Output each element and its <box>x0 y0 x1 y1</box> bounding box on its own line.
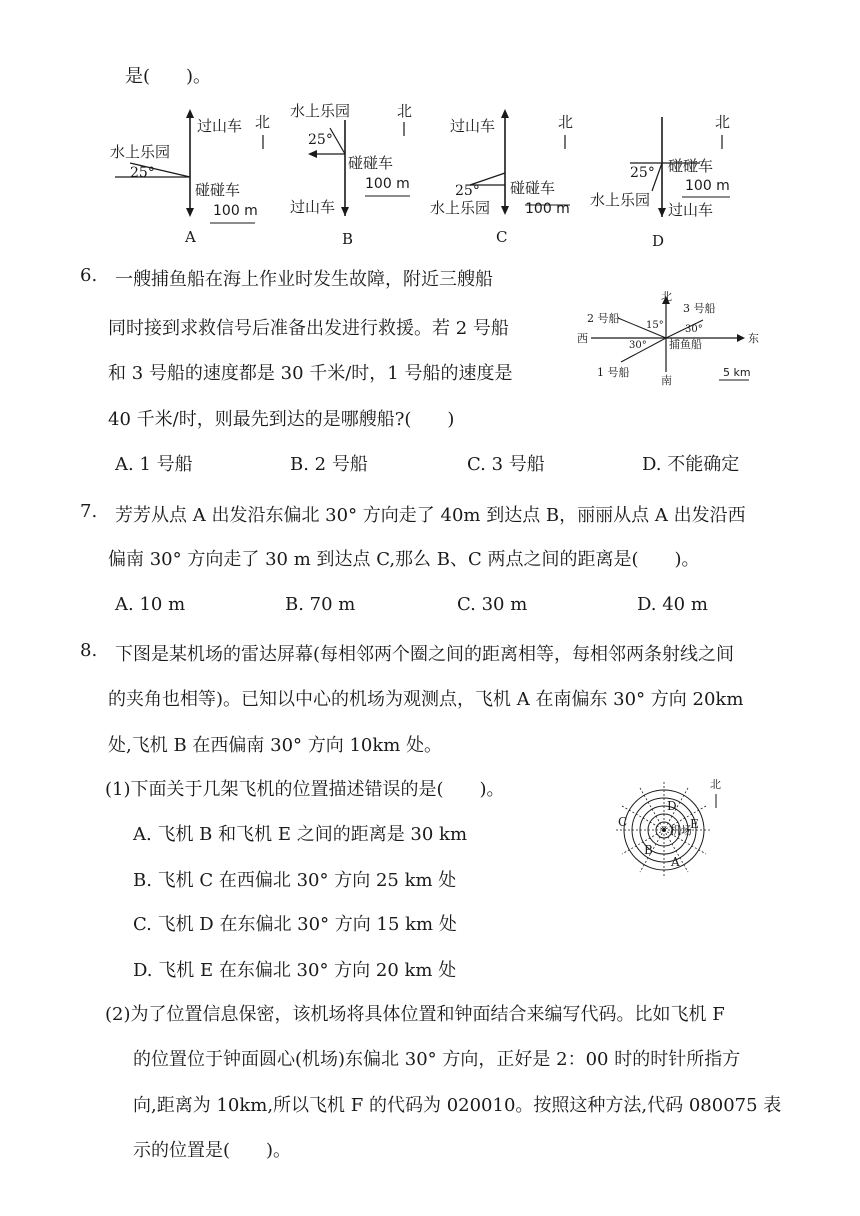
q8-sub1-option-a[interactable]: A. 飞机 B 和飞机 E 之间的距离是 30 km <box>133 824 468 845</box>
radar-label-a: A <box>671 855 680 869</box>
q6-compass-diagram <box>573 290 773 390</box>
q6d-east: 东 <box>748 332 759 345</box>
q6-option-a[interactable]: A. 1 号船 <box>115 454 193 475</box>
q8-sub1-option-c[interactable]: C. 飞机 D 在东偏北 30° 方向 15 km 处 <box>133 914 457 935</box>
q5a-letter: A <box>185 228 196 246</box>
q5b-north: 北 <box>397 102 413 120</box>
radar-label-e: E <box>690 817 699 831</box>
q6-line-3: 和 3 号船的速度都是 30 千米/时，1 号船的速度是 <box>108 363 513 384</box>
q6-option-b[interactable]: B. 2 号船 <box>290 454 368 475</box>
q7-line-2: 偏南 30° 方向走了 30 m 到达点 C,那么 B、C 两点之间的距离是( )。 <box>108 549 700 570</box>
q6-line-1: 一艘捕鱼船在海上作业时发生故障，附近三艘船 <box>115 269 493 290</box>
q5d-bumper: 碰碰车 <box>668 157 714 175</box>
q8-sub2-line-2: 的位置位于钟面圆心(机场)东偏北 30° 方向，正好是 2：00 时的时针所指方 <box>133 1049 741 1070</box>
q8-sub1-stem: (1)下面关于几架飞机的位置描述错误的是( )。 <box>105 779 505 800</box>
radar-label-c: C <box>618 815 628 829</box>
q5d-coaster: 过山车 <box>668 201 714 219</box>
q6d-fishing-boat: 捕鱼船 <box>669 338 702 351</box>
q5-diagram-a <box>105 105 285 245</box>
q5c-coaster: 过山车 <box>450 117 496 135</box>
q5c-north: 北 <box>558 113 574 131</box>
q7-option-a[interactable]: A. 10 m <box>115 594 186 615</box>
q5c-angle: 25° <box>455 183 480 199</box>
radar-label-b: B <box>644 843 653 857</box>
q8-sub2-line-4: 示的位置是( )。 <box>133 1140 292 1161</box>
q5b-bumper: 碰碰车 <box>348 154 394 172</box>
radar-airport: 机场 <box>670 824 692 837</box>
q6-line-2: 同时接到求救信号后准备出发进行救援。若 2 号船 <box>108 318 509 339</box>
q7-number: 7. <box>80 501 98 522</box>
q6d-ship1: 1 号船 <box>597 366 630 379</box>
q7-option-b[interactable]: B. 70 m <box>285 594 356 615</box>
radar-label-d: D <box>667 799 677 813</box>
q5b-letter: B <box>342 230 354 248</box>
q8-sub1-option-b[interactable]: B. 飞机 C 在西偏北 30° 方向 25 km 处 <box>133 870 457 891</box>
q5d-water-park: 水上乐园 <box>590 191 651 209</box>
q7-line-1: 芳芳从点 A 出发沿东偏北 30° 方向走了 40m 到达点 B，丽丽从点 A 出发沿西 <box>115 505 746 526</box>
q5c-bumper: 碰碰车 <box>510 179 556 197</box>
q5b-angle: 25° <box>308 132 333 148</box>
q8-line-3: 处,飞机 B 在西偏南 30° 方向 10km 处。 <box>108 735 443 756</box>
q8-number: 8. <box>80 640 98 661</box>
q8-sub1-option-d[interactable]: D. 飞机 E 在东偏北 30° 方向 20 km 处 <box>133 960 457 981</box>
q5a-scale: 100 m <box>213 203 258 219</box>
q6-option-d[interactable]: D. 不能确定 <box>642 454 740 475</box>
q8-line-2: 的夹角也相等)。已知以中心的机场为观测点，飞机 A 在南偏东 30° 方向 20km <box>108 689 744 710</box>
q6d-ship2: 2 号船 <box>587 312 620 325</box>
q5c-scale: 100 m <box>525 201 570 217</box>
q6d-angle-30b: 30° <box>629 340 647 351</box>
q6d-west: 西 <box>577 332 588 345</box>
radar-north: 北 <box>710 778 721 791</box>
q5b-water-park: 水上乐园 <box>290 102 351 120</box>
q8-radar-diagram <box>612 772 762 887</box>
q5a-north: 北 <box>255 113 271 131</box>
q5c-letter: C <box>496 228 508 246</box>
q5d-scale: 100 m <box>685 178 730 194</box>
q5a-water-park: 水上乐园 <box>110 143 171 161</box>
q6d-north: 北 <box>661 290 672 303</box>
q6-number: 6. <box>80 265 98 286</box>
q7-option-c[interactable]: C. 30 m <box>457 594 528 615</box>
q5c-water-park: 水上乐园 <box>430 199 491 217</box>
q8-sub2-line-3: 向,距离为 10km,所以飞机 F 的代码为 020010。按照这种方法,代码 080075 表 <box>133 1095 782 1116</box>
q5-diagram-b <box>290 98 440 248</box>
q6d-angle-30a: 30° <box>685 324 703 335</box>
q8-sub2-line-1: (2)为了位置信息保密，该机场将具体位置和钟面结合来编写代码。比如飞机 F <box>105 1004 725 1025</box>
q5-stem-tail: 是( )。 <box>125 66 212 87</box>
q5a-angle: 25° <box>130 165 155 181</box>
q6d-scale: 5 km <box>723 366 751 379</box>
q6d-south: 南 <box>661 374 672 387</box>
q6d-ship3: 3 号船 <box>683 302 716 315</box>
q7-option-d[interactable]: D. 40 m <box>637 594 708 615</box>
q5a-coaster: 过山车 <box>197 117 243 135</box>
q5-diagram-d <box>590 105 750 255</box>
q8-line-1: 下图是某机场的雷达屏幕(每相邻两个圈之间的距离相等，每相邻两条射线之间 <box>115 644 735 665</box>
q5d-angle: 25° <box>630 165 655 181</box>
q5b-coaster: 过山车 <box>290 198 336 216</box>
q5d-letter: D <box>652 232 665 250</box>
q6d-angle-15: 15° <box>646 320 664 331</box>
q5a-bumper: 碰碰车 <box>195 181 241 199</box>
q5d-north: 北 <box>715 113 731 131</box>
q6-option-c[interactable]: C. 3 号船 <box>467 454 545 475</box>
q5b-scale: 100 m <box>365 176 410 192</box>
q6-line-4: 40 千米/时，则最先到达的是哪艘船?( ) <box>108 409 455 430</box>
q5-diagram-c <box>430 105 590 245</box>
